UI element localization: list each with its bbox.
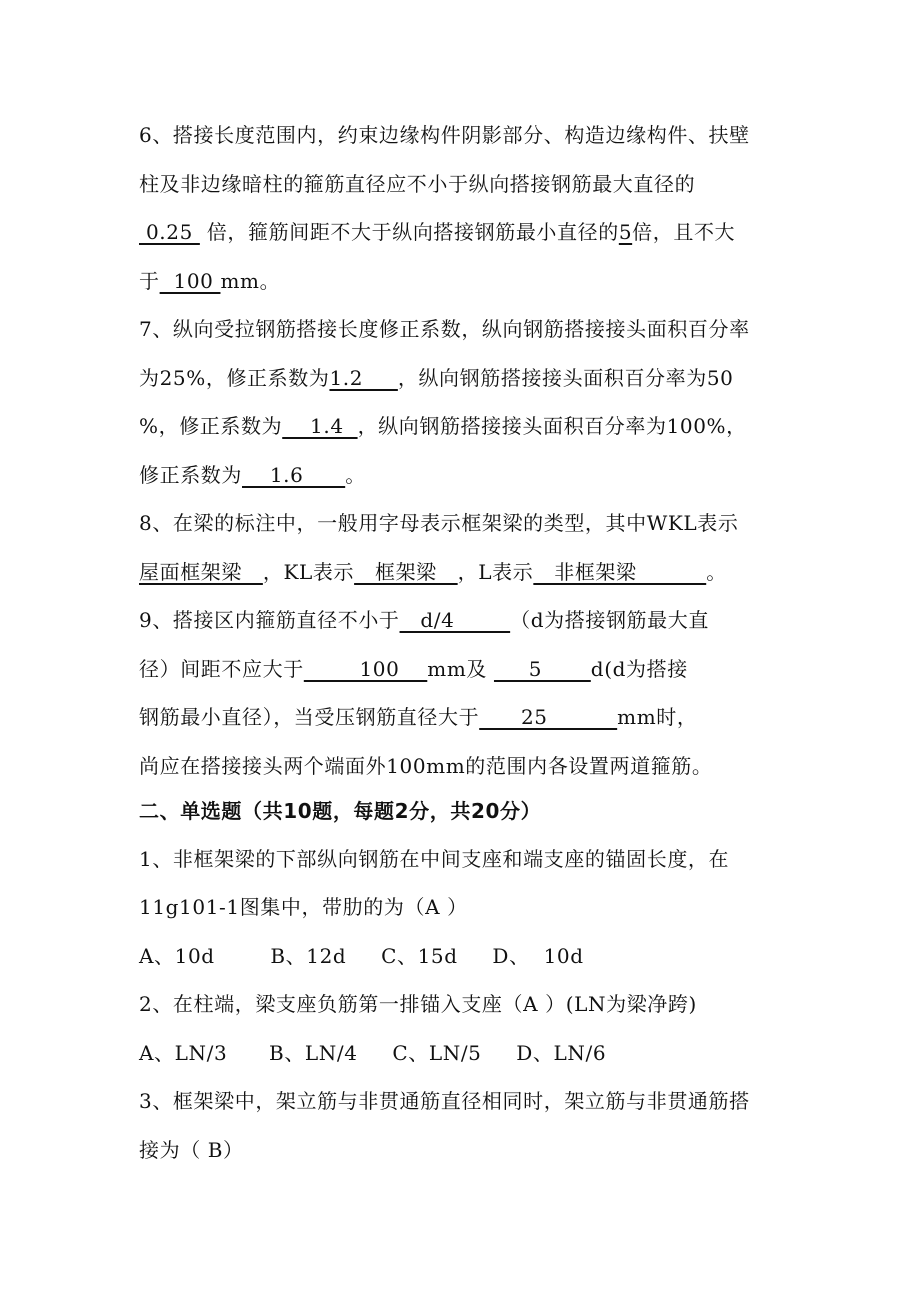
q9-answer-blank-4: 25 bbox=[479, 705, 618, 729]
q7-line-1: 7、纵向受拉钢筋搭接长度修正系数，纵向钢筋搭接接头面积百分率 bbox=[139, 317, 750, 341]
q7-line-3: %，修正系数为 1.4 ，纵向钢筋搭接接头面积百分率为100%， bbox=[139, 414, 747, 438]
q7-answer-blank-3: 1.6 bbox=[242, 463, 346, 487]
q6-answer-blank-3: 100 bbox=[159, 269, 221, 293]
q9-line-2: 径）间距不应大于 100 mm及 5 d(d为搭接 bbox=[139, 657, 688, 681]
s3-question-line-2: 接为（ B） bbox=[139, 1138, 244, 1162]
section-heading: 二、单选题（共10题，每题2分，共20分） bbox=[139, 799, 542, 823]
s1-question-line-1: 1、非框架梁的下部纵向钢筋在中间支座和端支座的锚固长度，在 bbox=[139, 847, 730, 871]
q6-line-1: 6、搭接长度范围内，约束边缘构件阴影部分、构造边缘构件、扶壁 bbox=[139, 123, 750, 147]
q9-line-4: 尚应在搭接接头两个端面外100mm的范围内各设置两道箍筋。 bbox=[139, 754, 713, 778]
q8-answer-blank-1: 屋面框架梁 bbox=[139, 560, 263, 584]
q6-line-3: 0.25 倍，箍筋间距不大于纵向搭接钢筋最小直径的5倍，且不大 bbox=[139, 220, 736, 244]
q9-answer-blank-2: 100 bbox=[303, 657, 428, 681]
q7-line-2: 为25%，修正系数为1.2 ，纵向钢筋搭接接头面积百分率为50 bbox=[139, 366, 734, 390]
q9-line-1: 9、搭接区内箍筋直径不小于 d/4 （d为搭接钢筋最大直 bbox=[139, 608, 709, 632]
q9-answer-blank-1: d/4 bbox=[399, 608, 511, 632]
s1-question-line-2: 11g101-1图集中，带肋的为（A ） bbox=[139, 895, 468, 919]
q8-line-2: 屋面框架梁 ，KL表示 框架梁 ，L表示 非框架梁 。 bbox=[139, 560, 727, 584]
q8-answer-blank-3: 非框架梁 bbox=[533, 560, 707, 584]
s2-options: A、LN/3 B、LN/4 C、LN/5 D、LN/6 bbox=[139, 1041, 607, 1065]
q6-answer-blank-1: 0.25 bbox=[139, 220, 200, 244]
q8-line-1: 8、在梁的标注中，一般用字母表示框架梁的类型，其中WKL表示 bbox=[139, 511, 739, 535]
q7-answer-blank-1: 1.2 bbox=[329, 366, 398, 390]
q6-line-2: 柱及非边缘暗柱的箍筋直径应不小于纵向搭接钢筋最大直径的 bbox=[139, 172, 696, 196]
q7-line-4: 修正系数为 1.6 。 bbox=[139, 463, 366, 487]
q6-line-4: 于 100 mm。 bbox=[139, 269, 281, 293]
q6-answer-blank-2: 5 bbox=[618, 220, 633, 244]
q9-line-3: 钢筋最小直径），当受压钢筋直径大于 25 mm时， bbox=[139, 705, 698, 729]
q9-answer-blank-3: 5 bbox=[493, 657, 591, 681]
q7-answer-blank-2: 1.4 bbox=[282, 414, 358, 438]
s3-question-line-1: 3、框架梁中，架立筋与非贯通筋直径相同时，架立筋与非贯通筋搭 bbox=[139, 1089, 750, 1113]
s2-question-line-1: 2、在柱端，梁支座负筋第一排锚入支座（A ）(LN为梁净跨) bbox=[139, 992, 697, 1016]
s1-options: A、10d B、12d C、15d D、 10d bbox=[139, 944, 584, 968]
q8-answer-blank-2: 框架梁 bbox=[354, 560, 458, 584]
